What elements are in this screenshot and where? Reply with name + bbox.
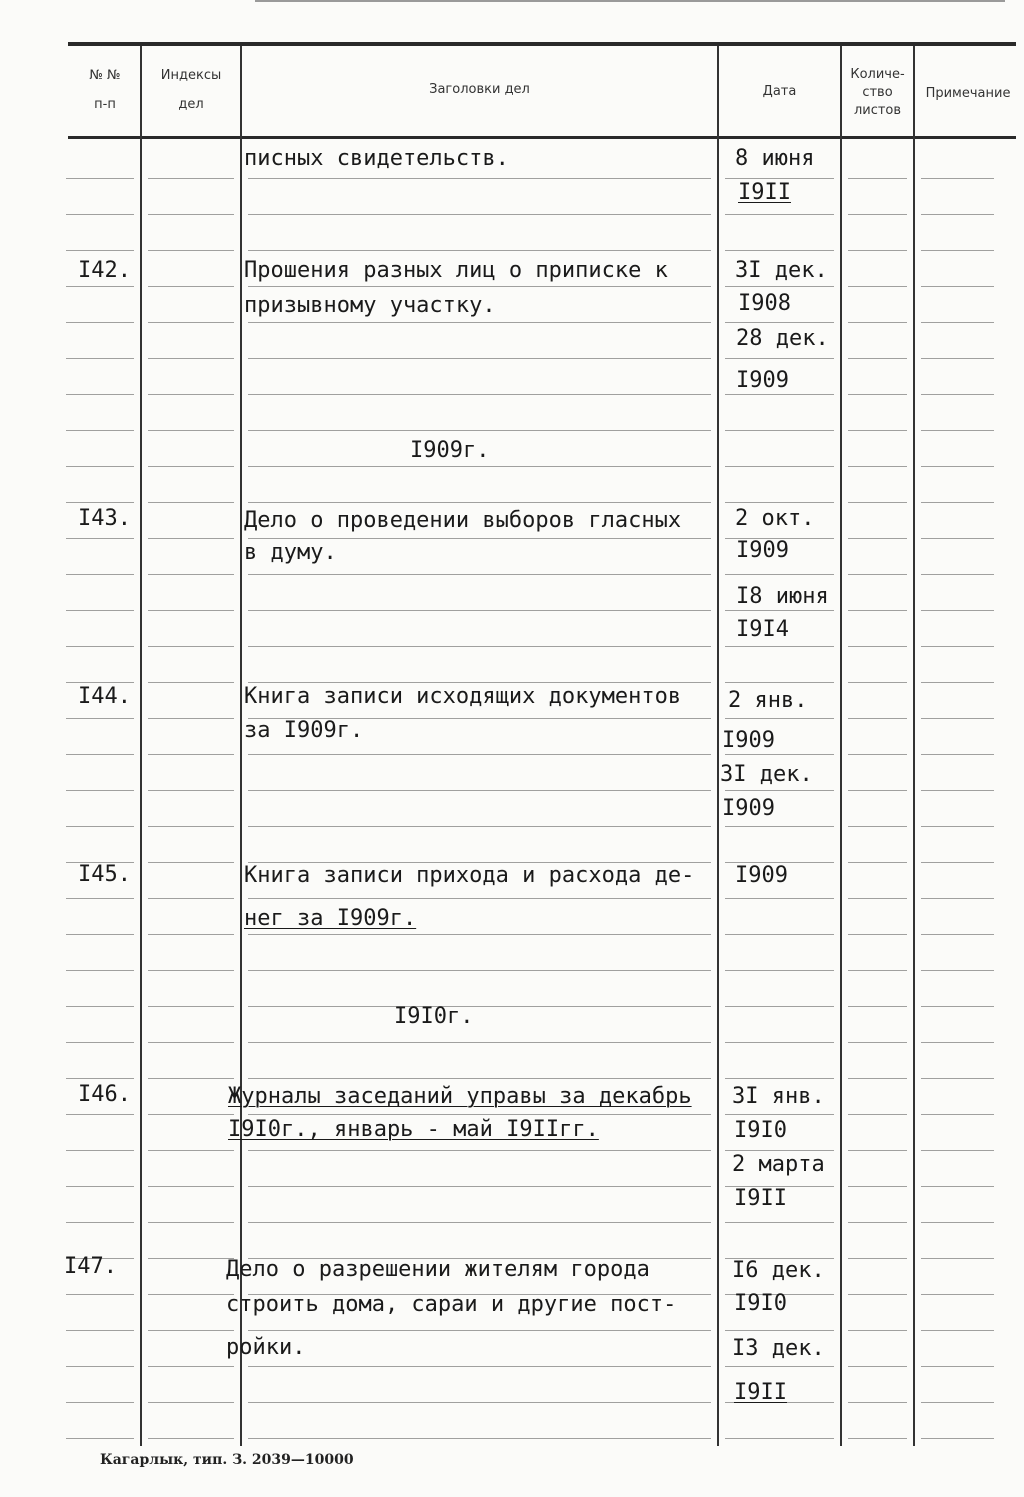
header-bottom-rule xyxy=(68,136,1016,139)
entry-title-line: строить дома, сараи и другие пост- xyxy=(226,1292,677,1317)
ruled-line xyxy=(921,970,994,971)
ruled-line xyxy=(848,574,907,575)
ruled-line xyxy=(725,1366,834,1367)
ruled-line xyxy=(921,1078,994,1079)
ruled-line xyxy=(248,466,711,467)
ruled-line xyxy=(66,394,134,395)
ruled-line xyxy=(248,394,711,395)
ruled-line xyxy=(725,682,834,683)
ruled-line xyxy=(725,934,834,935)
ruled-line xyxy=(848,466,907,467)
ruled-line xyxy=(921,826,994,827)
ruled-line xyxy=(148,898,234,899)
ruled-line xyxy=(848,1150,907,1151)
ruled-line xyxy=(848,502,907,503)
ruled-line xyxy=(66,1402,134,1403)
entry-title-line: за I909г. xyxy=(244,718,364,743)
ruled-line xyxy=(66,358,134,359)
header-date: Дата xyxy=(762,84,797,99)
ruled-line xyxy=(248,214,711,215)
ruled-line xyxy=(148,1222,234,1223)
ruled-line xyxy=(725,1042,834,1043)
ruled-line xyxy=(725,358,834,359)
ruled-line xyxy=(248,250,711,251)
header-titles: Заголовки дел xyxy=(429,82,530,97)
ruled-line xyxy=(248,610,711,611)
entry-date: I9I0 xyxy=(734,1118,787,1143)
ruled-line xyxy=(725,1078,834,1079)
year-heading: I9I0г. xyxy=(394,1004,474,1029)
ruled-line xyxy=(66,1294,134,1295)
ruled-line xyxy=(66,970,134,971)
entry-number: I44. xyxy=(78,684,131,709)
ruled-line xyxy=(921,790,994,791)
ruled-line xyxy=(725,898,834,899)
ruled-line xyxy=(921,1438,994,1439)
ruled-line xyxy=(148,1150,234,1151)
ruled-line xyxy=(921,394,994,395)
ruled-line xyxy=(725,1330,834,1331)
ruled-line xyxy=(921,1258,994,1259)
entry-title-line: Книга записи прихода и расхода де- xyxy=(244,863,695,888)
ruled-line xyxy=(148,934,234,935)
ruled-line xyxy=(66,790,134,791)
ruled-line xyxy=(848,898,907,899)
ruled-line xyxy=(66,1186,134,1187)
ruled-line xyxy=(848,1114,907,1115)
ruled-line xyxy=(921,1294,994,1295)
entry-date: I9II xyxy=(734,1186,787,1211)
ruled-line xyxy=(66,718,134,719)
entry-date: I9II xyxy=(738,180,791,205)
ruled-line xyxy=(148,1294,234,1295)
ruled-line xyxy=(848,1402,907,1403)
ruled-line xyxy=(248,502,711,503)
ruled-line xyxy=(848,682,907,683)
ruled-line xyxy=(921,358,994,359)
ruled-line xyxy=(725,754,834,755)
ruled-line xyxy=(848,862,907,863)
ruled-line xyxy=(921,250,994,251)
entry-date: I909 xyxy=(722,796,775,821)
ruled-line xyxy=(848,250,907,251)
ruled-line xyxy=(848,826,907,827)
ruled-line xyxy=(148,682,234,683)
ruled-line xyxy=(148,1006,234,1007)
ruled-line xyxy=(66,682,134,683)
ruled-line xyxy=(148,538,234,539)
ruled-line xyxy=(66,1042,134,1043)
ruled-line xyxy=(848,214,907,215)
ruled-line xyxy=(725,430,834,431)
ruled-line xyxy=(66,754,134,755)
header-note: Примечание xyxy=(925,86,1011,101)
ruled-line xyxy=(725,718,834,719)
ruled-line xyxy=(148,1330,234,1331)
ruled-line xyxy=(921,466,994,467)
ruled-line xyxy=(66,430,134,431)
ruled-line xyxy=(66,1150,134,1151)
entry-date: I6 дек. xyxy=(732,1258,825,1283)
ruled-line xyxy=(848,790,907,791)
column-divider-3 xyxy=(717,46,719,1446)
header-index: Индексы дел xyxy=(160,68,222,112)
ruled-line xyxy=(248,286,711,287)
ruled-line xyxy=(248,1222,711,1223)
ruled-line xyxy=(848,1006,907,1007)
ruled-line xyxy=(725,1006,834,1007)
ruled-line xyxy=(248,1366,711,1367)
ruled-line xyxy=(66,322,134,323)
entry-date: 2 янв. xyxy=(728,688,808,713)
ruled-line xyxy=(248,898,711,899)
year-heading: I909г. xyxy=(410,438,490,463)
ruled-line xyxy=(148,1186,234,1187)
ruled-line xyxy=(725,970,834,971)
ruled-line xyxy=(248,430,711,431)
column-divider-4 xyxy=(840,46,842,1446)
ruled-line xyxy=(148,862,234,863)
ruled-line xyxy=(148,322,234,323)
top-edge-line xyxy=(255,0,1005,2)
ruled-line xyxy=(248,934,711,935)
entry-date: I8 июня xyxy=(736,584,829,609)
entry-title-line: Дело о разрешении жителям города xyxy=(226,1257,650,1282)
ruled-line xyxy=(848,430,907,431)
ruled-line xyxy=(921,502,994,503)
ruled-line xyxy=(148,430,234,431)
ruled-line xyxy=(148,646,234,647)
entry-date: I909 xyxy=(735,863,788,888)
ruled-line xyxy=(248,1186,711,1187)
ruled-line xyxy=(248,754,711,755)
ruled-line xyxy=(921,1114,994,1115)
ruled-line xyxy=(921,178,994,179)
ruled-line xyxy=(921,322,994,323)
ruled-line xyxy=(725,502,834,503)
ruled-line xyxy=(66,286,134,287)
ruled-line xyxy=(148,394,234,395)
ruled-line xyxy=(148,1042,234,1043)
ruled-line xyxy=(66,1114,134,1115)
ruled-line xyxy=(66,1330,134,1331)
ruled-line xyxy=(66,574,134,575)
entry-number: I46. xyxy=(78,1082,131,1107)
ruled-line xyxy=(848,1330,907,1331)
entry-title-line: призывному участку. xyxy=(244,293,496,318)
ruled-line xyxy=(248,1114,711,1115)
entry-date: 2 марта xyxy=(732,1152,825,1177)
ruled-line xyxy=(848,610,907,611)
ruled-line xyxy=(725,574,834,575)
ruled-line xyxy=(848,394,907,395)
column-divider-5 xyxy=(913,46,915,1446)
ruled-line xyxy=(848,1078,907,1079)
entry-title-line: ройки. xyxy=(226,1335,306,1360)
ruled-line xyxy=(148,610,234,611)
ruled-line xyxy=(248,322,711,323)
ruled-line xyxy=(66,826,134,827)
ruled-line xyxy=(725,826,834,827)
ruled-line xyxy=(921,286,994,287)
ruled-line xyxy=(248,1330,711,1331)
ruled-line xyxy=(148,574,234,575)
ruled-line xyxy=(248,1006,711,1007)
entry-date: I9II xyxy=(734,1380,787,1405)
entry-date: 8 июня xyxy=(735,146,815,171)
ruled-line xyxy=(921,1366,994,1367)
ruled-line xyxy=(66,502,134,503)
entry-number: I42. xyxy=(78,258,131,283)
ruled-line xyxy=(248,178,711,179)
entry-date: I909 xyxy=(736,538,789,563)
ruled-line xyxy=(921,610,994,611)
ruled-line xyxy=(725,610,834,611)
ruled-line xyxy=(66,934,134,935)
ruled-line xyxy=(148,970,234,971)
ruled-line xyxy=(148,286,234,287)
ruled-line xyxy=(921,1402,994,1403)
entry-title-line: нег за I909г. xyxy=(244,906,417,931)
ruled-line xyxy=(248,970,711,971)
ruled-line xyxy=(725,466,834,467)
entry-title-line: Прошения разных лиц о приписке к xyxy=(244,258,668,283)
ruled-line xyxy=(248,826,711,827)
ruled-line xyxy=(66,646,134,647)
entry-date: 3I дек. xyxy=(735,258,828,283)
ruled-line xyxy=(848,322,907,323)
ruled-line xyxy=(921,574,994,575)
ruled-line xyxy=(848,934,907,935)
ruled-line xyxy=(66,466,134,467)
ruled-line xyxy=(148,718,234,719)
ruled-line xyxy=(148,1366,234,1367)
entry-number: I45. xyxy=(78,862,131,887)
ruled-line xyxy=(248,1438,711,1439)
ruled-line xyxy=(848,1186,907,1187)
ruled-line xyxy=(248,358,711,359)
ruled-line xyxy=(66,1078,134,1079)
ruled-line xyxy=(848,286,907,287)
ruled-line xyxy=(248,538,711,539)
ruled-line xyxy=(725,322,834,323)
ruled-line xyxy=(848,178,907,179)
ruled-line xyxy=(848,358,907,359)
ruled-line xyxy=(848,754,907,755)
ruled-line xyxy=(148,1438,234,1439)
ruled-line xyxy=(921,718,994,719)
ruled-line xyxy=(725,1438,834,1439)
entry-date: I9I4 xyxy=(736,617,789,642)
ruled-line xyxy=(148,1078,234,1079)
entry-date: 3I дек. xyxy=(720,762,813,787)
printer-imprint: Кагарлык, тип. З. 2039—10000 xyxy=(100,1452,354,1468)
entry-date: I3 дек. xyxy=(732,1336,825,1361)
ruled-line xyxy=(725,214,834,215)
ruled-line xyxy=(921,862,994,863)
ruled-line xyxy=(66,1006,134,1007)
ruled-line xyxy=(921,430,994,431)
ruled-line xyxy=(921,646,994,647)
ruled-line xyxy=(725,250,834,251)
ruled-line xyxy=(148,250,234,251)
ruled-line xyxy=(248,682,711,683)
ruled-line xyxy=(921,682,994,683)
ruled-line xyxy=(148,214,234,215)
ruled-line xyxy=(921,1042,994,1043)
ruled-line xyxy=(66,538,134,539)
entry-date: 2 окт. xyxy=(735,506,815,531)
header-top-rule xyxy=(68,42,1016,46)
ruled-line xyxy=(66,214,134,215)
ruled-line xyxy=(848,538,907,539)
ruled-line xyxy=(725,1114,834,1115)
ruled-line xyxy=(148,790,234,791)
ruled-line xyxy=(921,1222,994,1223)
ruled-line xyxy=(921,214,994,215)
ruled-line xyxy=(848,1294,907,1295)
ruled-line xyxy=(725,1222,834,1223)
entry-title-line: I9I0г., январь - май I9IIгг. xyxy=(228,1117,599,1142)
entry-title-line: Книга записи исходящих документов xyxy=(244,684,682,709)
ruled-line xyxy=(725,1150,834,1151)
ruled-line xyxy=(848,1258,907,1259)
ruled-line xyxy=(66,1222,134,1223)
entry-date: 28 дек. xyxy=(736,326,829,351)
ruled-line xyxy=(248,790,711,791)
ruled-line xyxy=(921,1330,994,1331)
ruled-line xyxy=(921,1186,994,1187)
entry-date: 3I янв. xyxy=(732,1084,825,1109)
ruled-line xyxy=(148,1258,234,1259)
ruled-line xyxy=(848,1366,907,1367)
ruled-line xyxy=(921,538,994,539)
ruled-line xyxy=(248,1150,711,1151)
ruled-line xyxy=(148,358,234,359)
ruled-line xyxy=(66,1366,134,1367)
entry-date: I909 xyxy=(722,728,775,753)
column-divider-2 xyxy=(240,46,242,1446)
ruled-line xyxy=(921,898,994,899)
ruled-line xyxy=(848,970,907,971)
ruled-line xyxy=(725,790,834,791)
header-sheet-count: Количе- ство листов xyxy=(850,67,905,118)
ruled-line xyxy=(248,646,711,647)
entry-title-line: Журналы заседаний управы за декабрь xyxy=(228,1084,692,1109)
ruled-line xyxy=(848,1222,907,1223)
entry-number: I43. xyxy=(78,506,131,531)
ruled-line xyxy=(66,610,134,611)
ruled-line xyxy=(148,1114,234,1115)
entry-title-line: писных свидетельств. xyxy=(244,146,509,171)
ruled-line xyxy=(148,826,234,827)
ruled-line xyxy=(921,934,994,935)
ruled-line xyxy=(921,754,994,755)
ruled-line xyxy=(248,1078,711,1079)
ruled-line xyxy=(248,574,711,575)
ruled-line xyxy=(848,1438,907,1439)
ruled-line xyxy=(848,1042,907,1043)
header-number: № № п-п xyxy=(89,68,121,112)
column-divider-1 xyxy=(140,46,142,1446)
ruled-line xyxy=(66,178,134,179)
ruled-line xyxy=(725,646,834,647)
ruled-line xyxy=(725,178,834,179)
ruled-line xyxy=(725,286,834,287)
entry-title-line: Дело о проведении выборов гласных xyxy=(244,508,682,533)
entry-date: I909 xyxy=(736,368,789,393)
ruled-line xyxy=(148,466,234,467)
ruled-line xyxy=(848,646,907,647)
ruled-line xyxy=(725,394,834,395)
ruled-line xyxy=(148,1402,234,1403)
entry-date: I9I0 xyxy=(734,1291,787,1316)
ruled-line xyxy=(921,1006,994,1007)
entry-number: I47. xyxy=(64,1254,117,1279)
ruled-line xyxy=(66,898,134,899)
ruled-line xyxy=(148,502,234,503)
ruled-line xyxy=(148,178,234,179)
ruled-line xyxy=(248,1042,711,1043)
ruled-line xyxy=(66,1438,134,1439)
ruled-line xyxy=(148,754,234,755)
ruled-line xyxy=(66,250,134,251)
ruled-line xyxy=(248,1402,711,1403)
entry-date: I908 xyxy=(738,291,791,316)
ruled-line xyxy=(921,1150,994,1151)
ruled-line xyxy=(848,718,907,719)
entry-title-line: в думу. xyxy=(244,540,337,565)
